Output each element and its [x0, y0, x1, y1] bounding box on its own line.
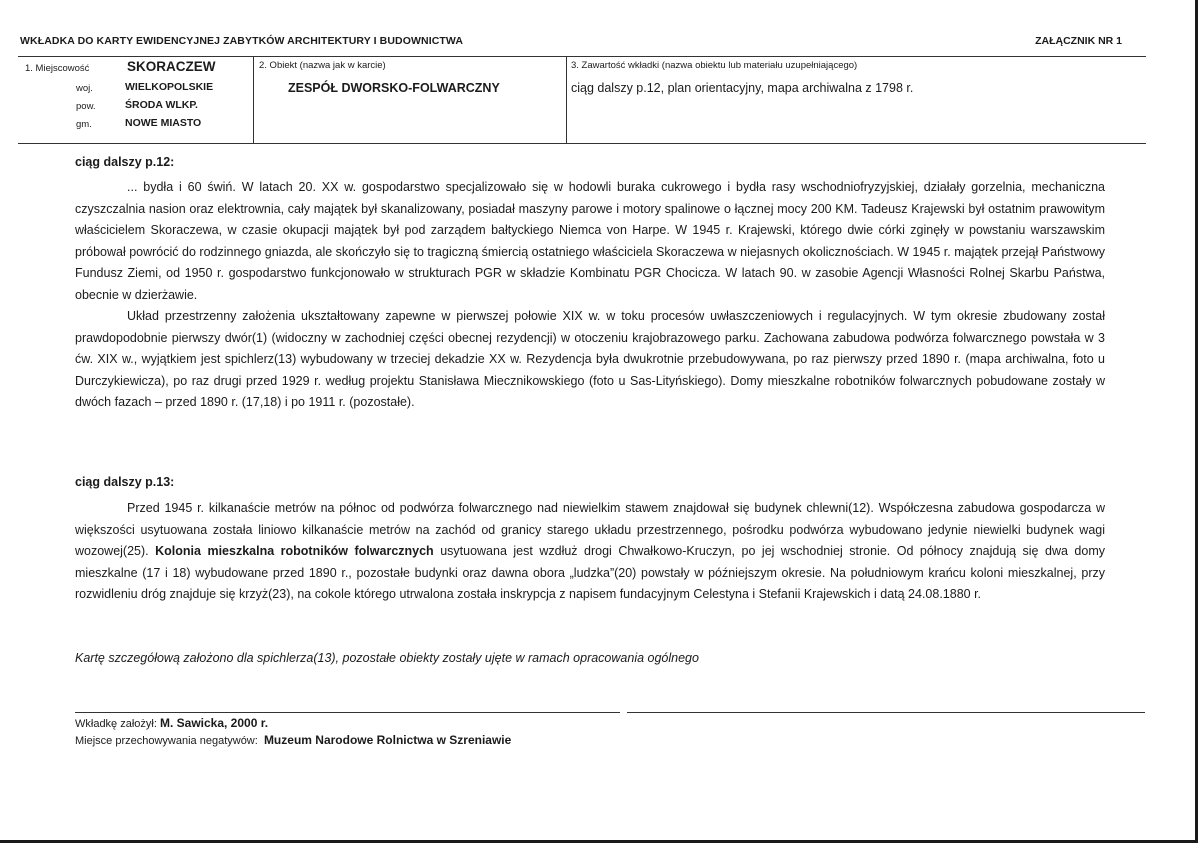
section-13-text-a: Przed 1945 r. kilkanaście metrów na północ od podwórza folwarcznego nad niewielkim stawem znajdował się budynek chlewni(12). Współczesna zabudowa gospodarcza w większości usytuowana została liniowo kilkanaście metrów na zachód od granicy starego układu przestrzennego, pośrodku podwórza wybudowano jedynie niewielki budynek wagi wozowej(25). [75, 501, 1105, 558]
object-name: ZESPÓŁ DWORSKO-FOLWARCZNY [288, 81, 500, 95]
county-label: pow. [76, 101, 96, 112]
header-table [18, 56, 1146, 144]
county-value: ŚRODA WLKP. [125, 99, 198, 111]
closing-note: Kartę szczegółową założono dla spichlerza(13), pozostałe obiekty zostały ujęte w ramach opracowania ogólnego [75, 651, 699, 665]
document-title: WKŁADKA DO KARTY EWIDENCYJNEJ ZABYTKÓW ARCHITEKTURY I BUDOWNICTWA [20, 35, 464, 47]
annex-number: ZAŁĄCZNIK NR 1 [1035, 35, 1122, 47]
section-12-heading: ciąg dalszy p.12: [75, 155, 175, 169]
voivodeship-value: WIELKOPOLSKIE [125, 81, 214, 93]
contents-cell [566, 57, 1146, 143]
author-value: M. Sawicka, 2000 r. [159, 716, 269, 730]
section-13-paragraph [75, 498, 1105, 606]
section-13-body [75, 498, 1105, 606]
contents-label: 3. Zawartość wkładki (nazwa obiektu lub materiału uzupełniającego) [571, 60, 858, 71]
footer-divider [75, 712, 1145, 713]
location-cell [18, 57, 253, 143]
voivodeship-label: woj. [76, 83, 93, 94]
section-13-heading: ciąg dalszy p.13: [75, 475, 175, 489]
contents-text: ciąg dalszy p.12, plan orientacyjny, mapa archiwalna z 1798 r. [571, 81, 914, 95]
section-13-bold-phrase: Kolonia mieszkalna robotników folwarcznych [155, 544, 434, 558]
section-13-text-b: usytuowana jest wzdłuż drogi Chwałkowo-Kruczyn, po jej wschodniej stronie. Od północy znajdują się dwa domy mieszkalne (17 i 18) wybudowane przed 1890 r., pozostałe budynki oraz dawna obora „ludzka”(20) powstały w późniejszym okresie. Na południowym krańcu koloni mieszkalnej, przy rozwidleniu dróg znajduje się krzyż(23), na cokole którego utrwalona została inskrypcja z napisem fundacyjnym Celestyna i Stefanii Krajewskich i datą 24.08.1880 r. [75, 544, 1105, 601]
object-label: 2. Obiekt (nazwa jak w karcie) [259, 60, 386, 71]
storage-label: Miejsce przechowywania negatywów: [75, 735, 258, 747]
storage-line [75, 733, 511, 747]
object-cell [253, 57, 567, 143]
commune-value: NOWE MIASTO [125, 117, 202, 129]
commune-label: gm. [76, 119, 92, 130]
author-label: Wkładkę założył: [75, 718, 157, 730]
section-12-paragraph-2: Układ przestrzenny założenia ukształtowany zapewne w pierwszej połowie XIX w. w toku procesów uwłaszczeniowych i regulacyjnych. W tym okresie zbudowany został prawdopodobnie pierwszy dwór(1) (widoczny w zachodniej części obecnej rezydencji) w otoczeniu krajobrazowego parku. Zachowana zabudowa podwórza folwarcznego powstała w 3 ćw. XIX w., wyjątkiem jest spichlerz(13) wybudowany w trzeciej dekadzie XX w. Rezydencja była dwukrotnie przebudowywana, po raz pierwszy przed 1890 r. (mapa archiwalna, foto u Durczykiewicza), po raz drugi przed 1929 r. według projektu Stanisława Miecznikowskiego (foto u Sas-Lityńskiego). Domy mieszkalne robotników folwarcznych pobudowane zostały w dwóch fazach – przed 1890 r. (17,18) i po 1911 r. (pozostałe). [75, 309, 1105, 409]
location-label: 1. Miejscowość [25, 63, 90, 74]
author-line [75, 716, 268, 730]
section-12-body [75, 177, 1105, 414]
section-12-paragraph-1: ... bydła i 60 świń. W latach 20. XX w. gospodarstwo specjalizowało się w hodowli buraka cukrowego i bydła rasy wschodniofryzyjskiej, działały gorzelnia, mechaniczna czyszczalnia nasion oraz elektrownia, cały majątek był skanalizowany, posiadał maszyny parowe i motory spalinowe o łącznej mocy 200 KM. Tadeusz Krajewski był ostatnim prawowitym właścicielem Skoraczewa, w czasie okupacji majątek był pod zarządem bałtyckiego Niemca von Harpe. W 1945 r. Krajewski, którego dwie córki zginęły w powstaniu warszawskim próbował powrócić do rodzinnego gniazda, ale skończyło się to tragiczną śmiercią ostatniego właściciela Skoraczewa w niejasnych okolicznościach. W 1945 r. majątek przejął Państwowy Fundusz Ziemi, od 1950 r. gospodarstwo funkcjonowało w strukturach PGR w składzie Kombinatu PGR Chocicza. W latach 90. w zasobie Agencji Własności Rolnej Skarbu Państwa, obecnie w dzierżawie. [75, 180, 1105, 302]
place-name: SKORACZEW [127, 59, 216, 74]
storage-value: Muzeum Narodowe Rolnictwa w Szreniawie [263, 733, 512, 747]
